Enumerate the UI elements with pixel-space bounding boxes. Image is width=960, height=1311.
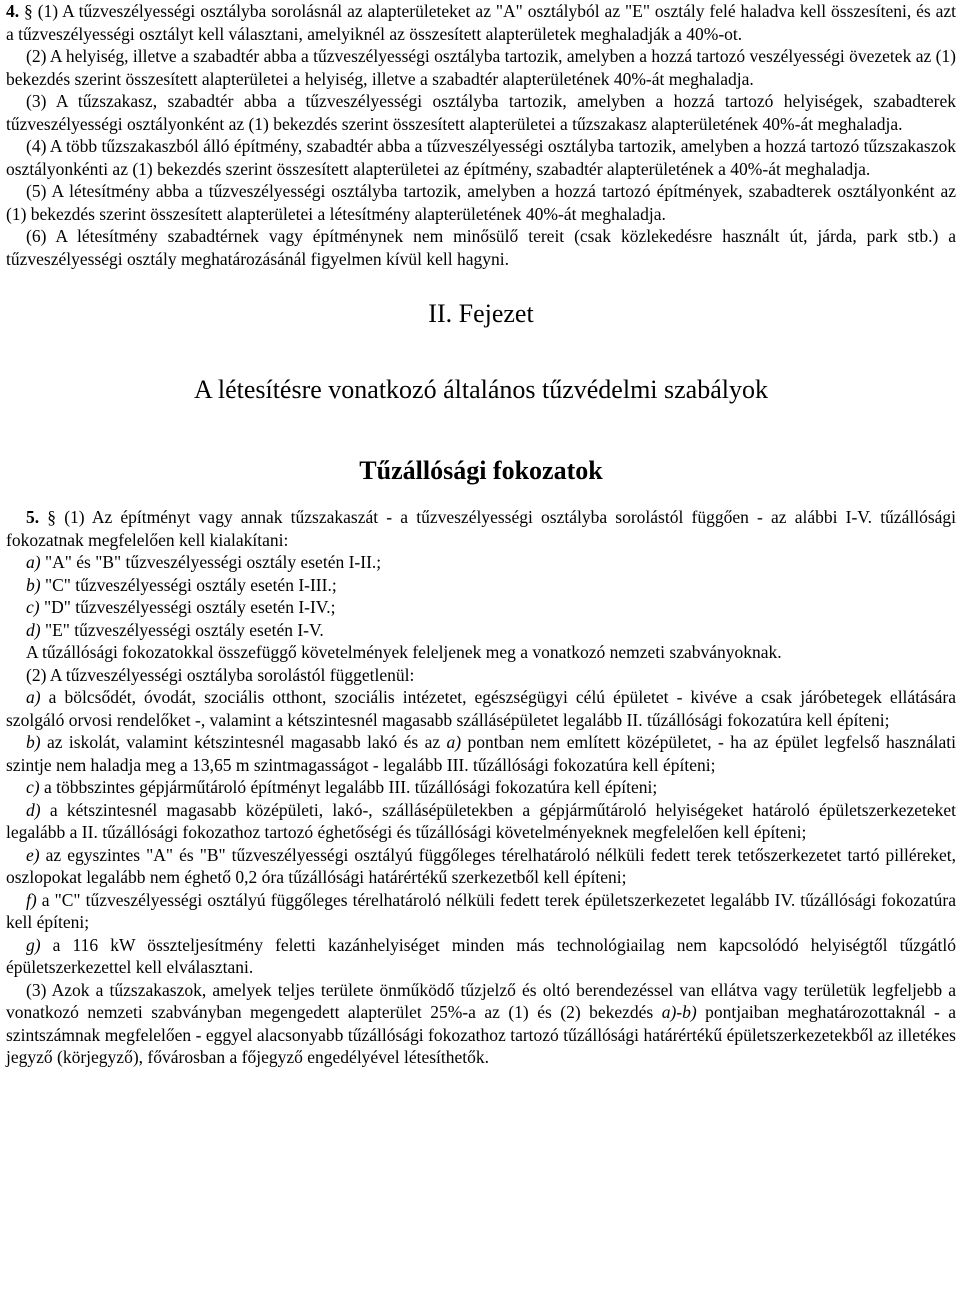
chapter-heading: II. Fejezet [428,299,534,328]
section-4-paragraph-3: (3) A tűzszakasz, szabadtér abba a tűzveszélyességi osztályba tartozik, amelyben a hozzá tartozó helyiségek, szabadterek tűzveszélyességi osztályonként az (1) bekezdés szerint összesített alapterületei a tűzszakasz alapterületének 40%-át meghaladja. [6,91,956,134]
list-item: a) "A" és "B" tűzveszélyességi osztály esetén I-II.; [26,552,382,572]
subtitle-heading: Tűzállósági fokozatok [359,456,603,485]
list-item: b) az iskolát, valamint kétszintesnél magasabb lakó és az a) pontban nem említett középületet, - ha az épület legfelső használati szintje nem haladja meg a 13,65 m szintmagasságot - legalább III. tűzállósági fokozatúra kell építeni; [6,732,956,775]
section-4-paragraph-2: (2) A helyiség, illetve a szabadtér abba a tűzveszélyességi osztályba tartozik, amelyben a hozzá tartozó veszélyességi övezetek az (1) bekezdés szerint összesített alapterületei a helyiség, illetve a szabadtér alapterületének 40%-át meghaladja. [6,46,957,89]
list-item: a) a bölcsődét, óvodát, szociális otthont, szociális intézetet, egészségügyi célú épületet - kivéve a csak járóbetegek ellátására szolgáló orvosi rendelőket -, valamint a kétszintesnél magasabb szállásépületet legalább II. tűzállósági fokozatúra kell építeni; [6,687,956,730]
section-5-paragraph-1 [6,506,956,551]
section-sign: § [47,507,57,527]
list-item: f) a "C" tűzveszélyességi osztályú függőleges térelhatároló nélküli fedett terek épületszerkezetet legalább IV. tűzállósági fokozatúra kell építeni; [6,889,956,932]
paragraph-text: (1) Az építményt vagy annak tűzszakaszát - a tűzveszélyességi osztályba sorolástól függően - az alábbi I-V. tűzállósági fokozatnak megfelelően kell kialakítani: [6,507,957,550]
section-5-paragraph-3: (3) Azok a tűzszakaszok, amelyek teljes területe önműködő tűzjelző és oltó berendezéssel van ellátva vagy területük legfeljebb a vonatkozó nemzeti szabványban megengedett alapterület 25%-a az (1) és (2) bekezdés a)-b) pontjaiban meghatározottaknál - a szintszámnak megfelelően - eggyel alacsonyabb tűzállósági fokozathoz tartozó tűzállósági határértékű épületszerkezetekből az illetékes jegyző (körjegyző), fővárosban a főjegyző engedélyével létesíthetők. [6,979,957,1067]
list-item: e) az egyszintes "A" és "B" tűzveszélyességi osztályú függőleges térelhatároló nélküli fedett terek tetőszerkezetet tartó pilléreket, oszlopokat legalább nem éghető 0,2 óra tűzállósági határértékű szerkezetből kell építeni; [6,844,956,887]
list-item: b) "C" tűzveszélyességi osztály esetén I-III.; [26,574,337,595]
independent-requirements-list [6,686,956,979]
fire-resistance-list [6,551,956,641]
section-4-paragraph-4: (4) A több tűzszakaszból álló építmény, szabadtér abba a tűzveszélyességi osztályba tartozik, amelyben a hozzá tartozó tűzszakaszok osztályonkénti az (1) bekezdés szerint összesített alapterületei az építmény, szabadtér alapterületének a 40%-át meghaladja. [6,136,956,179]
list-item: d) a kétszintesnél magasabb középületi, lakó-, szállásépületekben a gépjárműtároló helyiségeket határoló épületszerkezeteket legalább a II. tűzállósági fokozathoz tartozó éghetőségi és tűzállósági követelményeknek megfelelően kell építeni; [6,799,956,842]
list-item: c) a többszintes gépjárműtároló építményt legalább III. tűzállósági fokozatúra kell építeni; [26,777,658,797]
list-item: d) "E" tűzveszélyességi osztály esetén I-V. [26,619,324,640]
section-5-paragraph-2: (2) A tűzveszélyességi osztályba sorolástól függetlenül: [26,664,415,685]
section-4-paragraph-1 [6,0,956,45]
list-item: c) "D" tűzveszélyességi osztály esetén I-IV.; [26,597,336,617]
section-sign: § [24,1,33,21]
list-item: g) a 116 kW összteljesítmény feletti kazánhelyiséget minden más technológiailag nem kapcsolódó helyiségtől tűzgátló épületszerkezettel kell elválasztani. [6,934,956,977]
section-number: 4. [6,1,20,21]
section-5-paragraph-1-tail: A tűzállósági fokozatokkal összefüggő követelmények feleljenek meg a vonatkozó nemzeti szabványoknak. [26,642,782,662]
section-number: 5. [26,507,40,527]
section-4-paragraph-5: (5) A létesítmény abba a tűzveszélyességi osztályba tartozik, amelyben a hozzá tartozó építmények, szabadterek osztályonként az (1) bekezdés szerint összesített alapterületei a létesítmény alapterületének 40%-át meghaladja. [6,181,956,224]
document-page [6,0,956,1069]
section-4-paragraph-6: (6) A létesítmény szabadtérnek vagy építménynek nem minősülő tereit (csak közlekedésre használt út, járda, park stb.) a tűzveszélyességi osztály meghatározásánál figyelmen kívül kell hagyni. [6,226,956,269]
chapter-title: A létesítésre vonatkozó általános tűzvédelmi szabályok [194,375,768,404]
paragraph-text: (1) A tűzveszélyességi osztályba sorolásnál az alapterületeket az "A" osztályból az "E" osztály felé haladva kell összesíteni, és azt a tűzveszélyességi osztályt kell választani, amelyiknél az összesített alapterületek meghaladják a 40%-ot. [6,1,957,44]
